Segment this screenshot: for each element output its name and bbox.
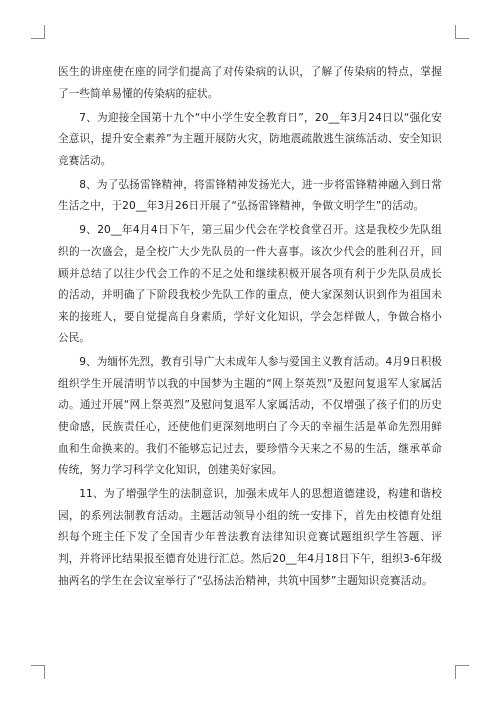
crop-mark-bottom-left — [31, 665, 45, 679]
crop-mark-bottom-right — [455, 665, 469, 679]
paragraph-continuation: 医生的讲座使在座的同学们提高了对传染病的认识，了解了传染病的特点，掌握了一些简单易懂的传染病的症状。 — [58, 66, 442, 100]
paragraph-item-11: 11、为了增强学生的法制意识，加强未成年人的思想道德建设，构建和谐校园，的系列法制教育活动。主题活动领导小组的统一安排下，首先由校德育处组织每个班主任下发了全国青少年普法教育法律知识竞赛试题组织学生答题、评判，并将评比结果报至德育处进行汇总。然后20__年4月18日下午，组织3-6年级抽两名的学生在会议室举行了“弘扬法治精神，共筑中国梦”主题知识竞赛活动。 — [58, 488, 442, 587]
crop-mark-top-right — [455, 25, 469, 39]
paragraph-item-8: 8、为了弘扬雷锋精神，将雷锋精神发扬光大，进一步将雷锋精神融入到日常生活之中，于20__年3月26日开展了“弘扬雷锋精神，争做文明学生”的活动。 — [58, 178, 442, 213]
document-body — [58, 62, 442, 595]
paragraph-item-7: 7、为迎接全国第十九个“中小学生安全教育日”，20__年3月24日以“强化安全意识，提升安全素养”为主题开展防火灾，防地震疏散逃生演练活动、安全知识竞赛活动。 — [58, 111, 442, 167]
crop-mark-top-left — [31, 25, 45, 39]
paragraph-item-9-martyrs: 9、为缅怀先烈，教育引导广大未成年人参与爱国主义教育活动。4月9日积极组织学生开展清明节以我的中国梦为主题的“网上祭英烈”及慰问复退军人家属活动。通过开展“网上祭英烈”及慰问复退军人家属活动，不仅增强了孩子们的历史使命感，民族责任心，还使他们更深刻地明白了今天的幸福生活是革命先烈用鲜血和生命换来的。我们不能够忘记过去，要珍惜今天来之不易的生活，继承革命传统，努力学习科学文化知识，创建美好家园。 — [58, 356, 442, 477]
paragraph-item-9-youth-congress: 9、20__年4月4日下午，第三届少代会在学校食堂召开。这是我校少先队组织的一次盛会，是全校广大少先队员的一件大喜事。该次少代会的胜利召开，回顾并总结了以往少代会工作的不足之处和继续积极开展各项有利于少先队员成长的活动，并明确了下阶段我校少先队工作的重点，使大家深刻认识到作为祖国未来的接班人，要自觉提高自身素质，学好文化知识，学会怎样做人，争做合格小公民。 — [58, 224, 442, 345]
